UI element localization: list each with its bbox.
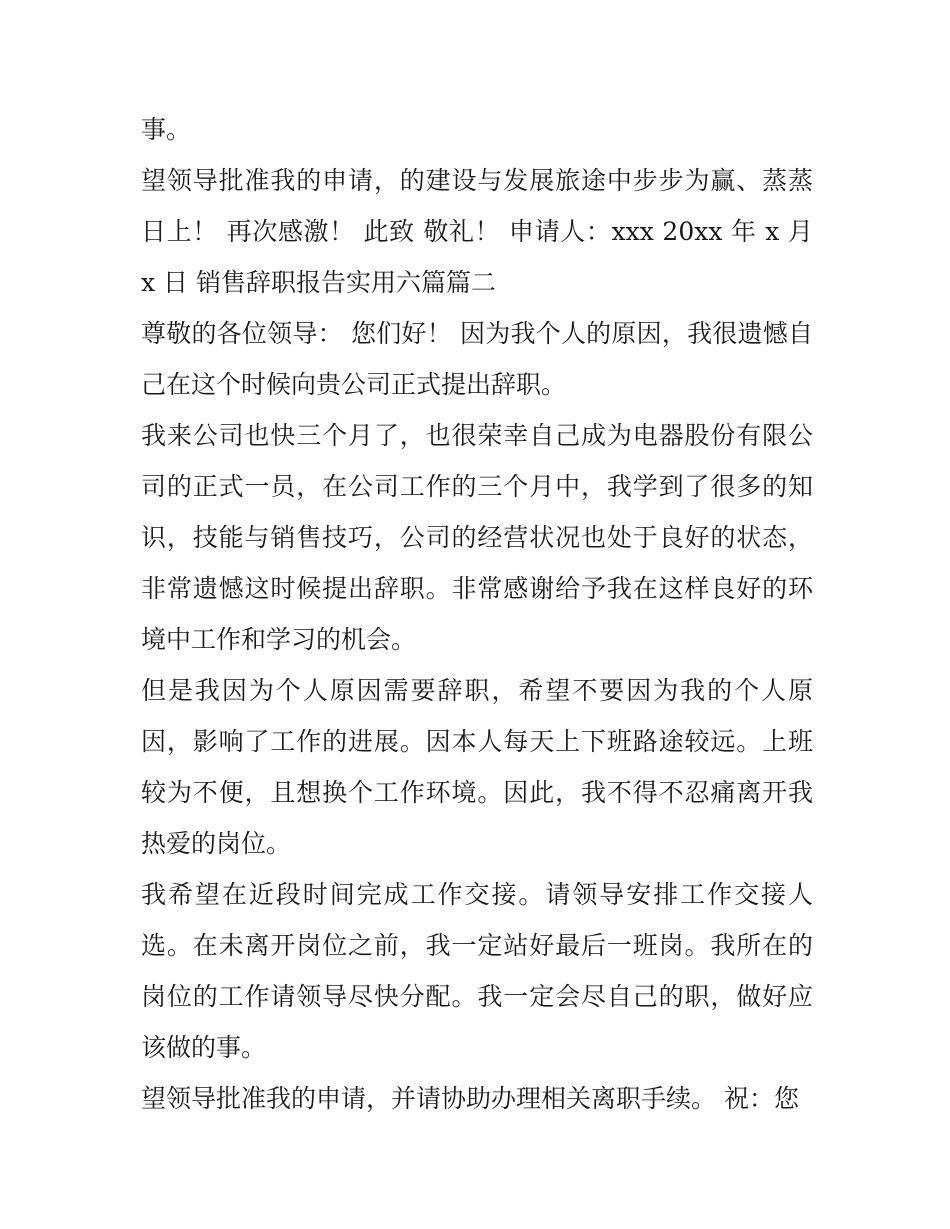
document-body	[141, 104, 813, 1124]
paragraph-1: 事。	[141, 115, 192, 144]
paragraph-7: 望领导批准我的申请，并请协助办理相关离职手续。 祝：您	[141, 1084, 799, 1113]
paragraph-5: 但是我因为个人原因需要辞职，希望不要因为我的个人原因，影响了工作的进展。因本人每天上下班路途较远。上班较为不便，且想换个工作环境。因此，我不得不忍痛离开我热爱的岗位。	[141, 676, 813, 858]
paragraph-6: 我希望在近段时间完成工作交接。请领导安排工作交接人选。在未离开岗位之前，我一定站好最后一班岗。我所在的岗位的工作请领导尽快分配。我一定会尽自己的职，做好应该做的事。	[141, 880, 813, 1062]
paragraph-3: 尊敬的各位领导： 您们好！ 因为我个人的原因，我很遗憾自己在这个时候向贵公司正式提出辞职。	[141, 319, 813, 399]
paragraph-4: 我来公司也快三个月了，也很荣幸自己成为电器股份有限公司的正式一员，在公司工作的三个月中，我学到了很多的知识，技能与销售技巧，公司的经营状况也处于良好的状态，非常遗憾这时候提出辞职。非常感谢给予我在这样良好的环境中工作和学习的机会。	[141, 421, 813, 654]
paragraph-2: 望领导批准我的申请，的建设与发展旅途中步步为赢、蒸蒸日上！ 再次感激！ 此致 敬礼！ 申请人：xxx 20xx 年 x 月 x 日 销售辞职报告实用六篇篇二	[141, 166, 813, 297]
